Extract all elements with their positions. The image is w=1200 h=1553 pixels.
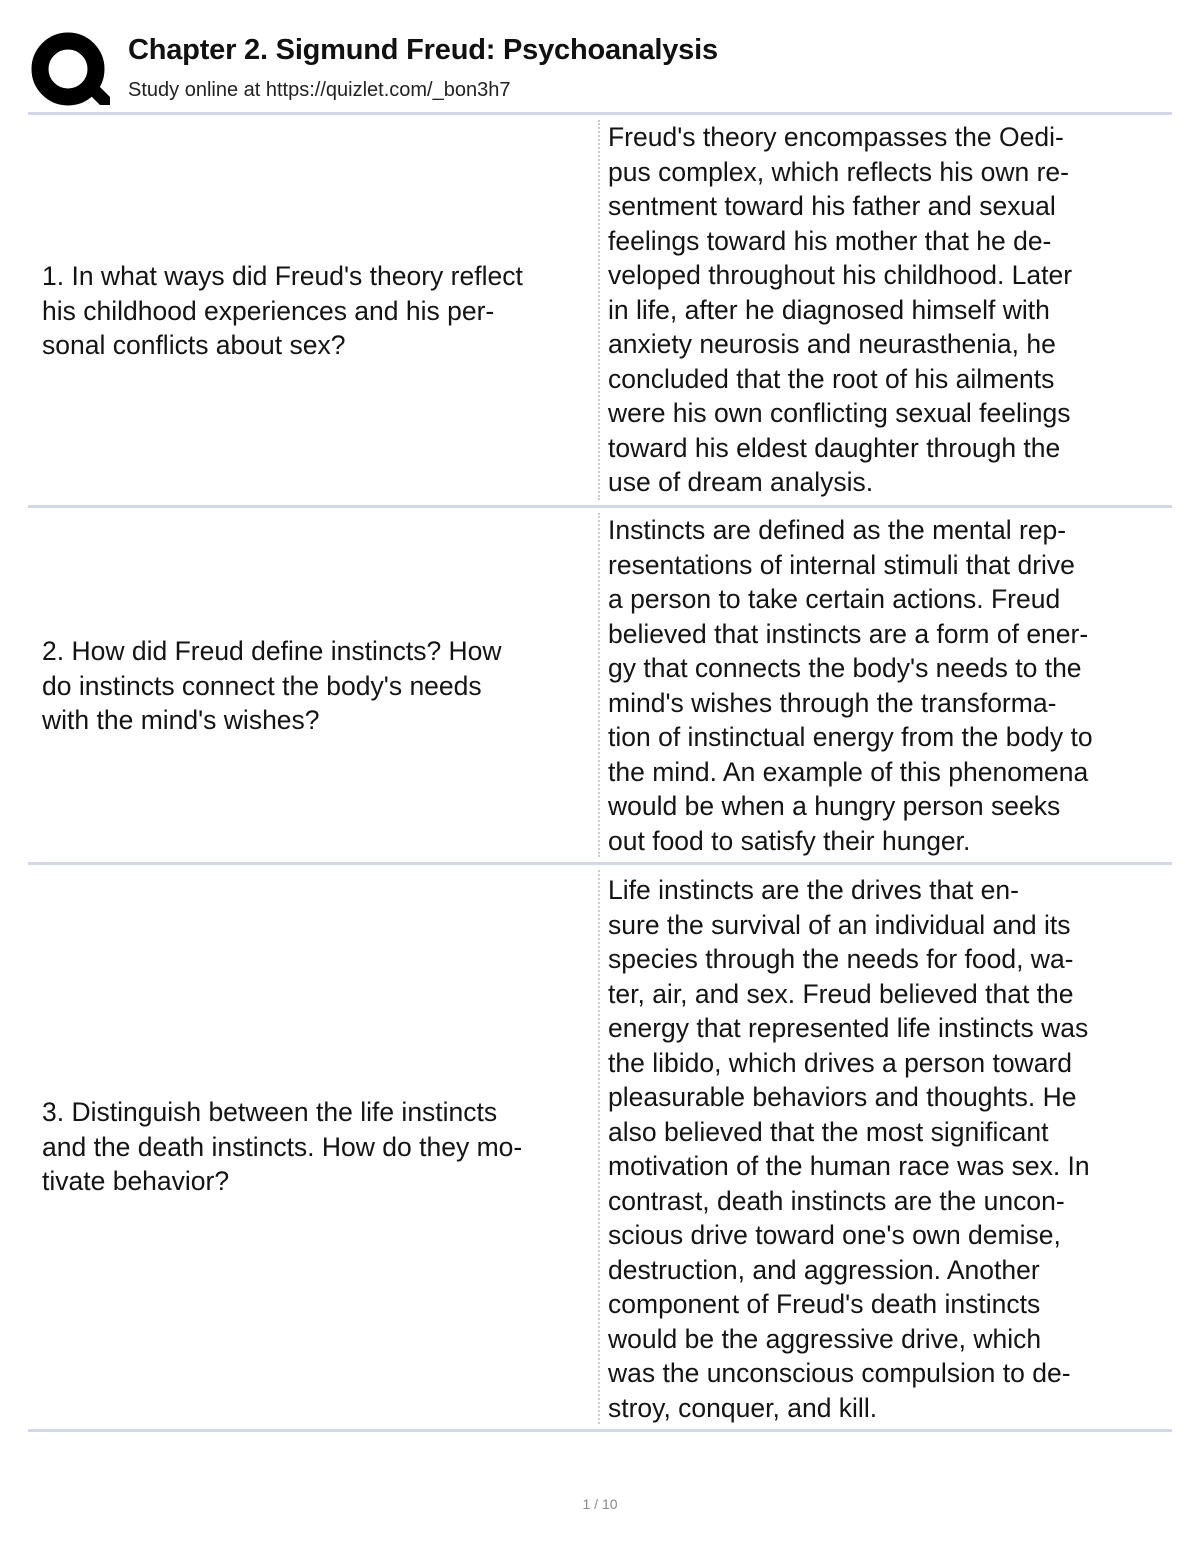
quizlet-q-logo-icon — [30, 31, 110, 111]
flashcard-row — [28, 865, 1172, 1429]
answer-text: Freud's theory encompasses the Oedi- pus complex, which reflects his own re- sentment toward his father and sexual feelings toward his mother that he de- veloped throughout his childhood. Later in life, after he diagnosed himself with anxiety neurosis and neurasthenia, he concluded that the root of his ailments were his own conflicting sexual feelings toward his eldest daughter through the use of dream analysis. — [608, 122, 1073, 497]
flashcard-row — [28, 115, 1172, 505]
answer-text: Life instincts are the drives that en- sure the survival of an individual and its species through the needs for food, wa- ter, air, and sex. Freud believed that the energy that represented life instincts was the libido, which drives a person toward pleasurable behaviors and thoughts. He also believed that the most significant motivation of the human race was sex. In contrast, death instincts are the uncon- scious drive toward one's own demise, destruction, and aggression. Another component of Freud's death instincts would be the aggressive drive, which was the unconscious compulsion to de- stroy, conquer, and kill. — [608, 875, 1090, 1423]
study-online-link-text: Study online at https://quizlet.com/_bon3h7 — [128, 79, 511, 101]
page-title: Chapter 2. Sigmund Freud: Psychoanalysis — [128, 34, 718, 66]
answer-text: Instincts are defined as the mental rep- resentations of internal stimuli that drive a person to take certain actions. Freud believed that instincts are a form of ener- gy that connects the body's needs to the mind's wishes through the transforma- tion of instinctual energy from the body to the mind. An example of this phenomena would be when a hungry person seeks out food to satisfy their hunger. — [608, 515, 1093, 856]
flashcard-row — [28, 508, 1172, 862]
question-text: 1. In what ways did Freud's theory reflect his childhood experiences and his per- sonal conflicts about sex? — [42, 261, 523, 360]
divider — [28, 1429, 1172, 1432]
document-header — [28, 26, 1178, 110]
question-text: 2. How did Freud define instincts? How do instincts connect the body's needs with the mind's wishes? — [42, 636, 502, 735]
question-text: 3. Distinguish between the life instincts and the death instincts. How do they mo- tivate behavior? — [42, 1097, 523, 1196]
page-indicator: 1 / 10 — [582, 1496, 618, 1512]
